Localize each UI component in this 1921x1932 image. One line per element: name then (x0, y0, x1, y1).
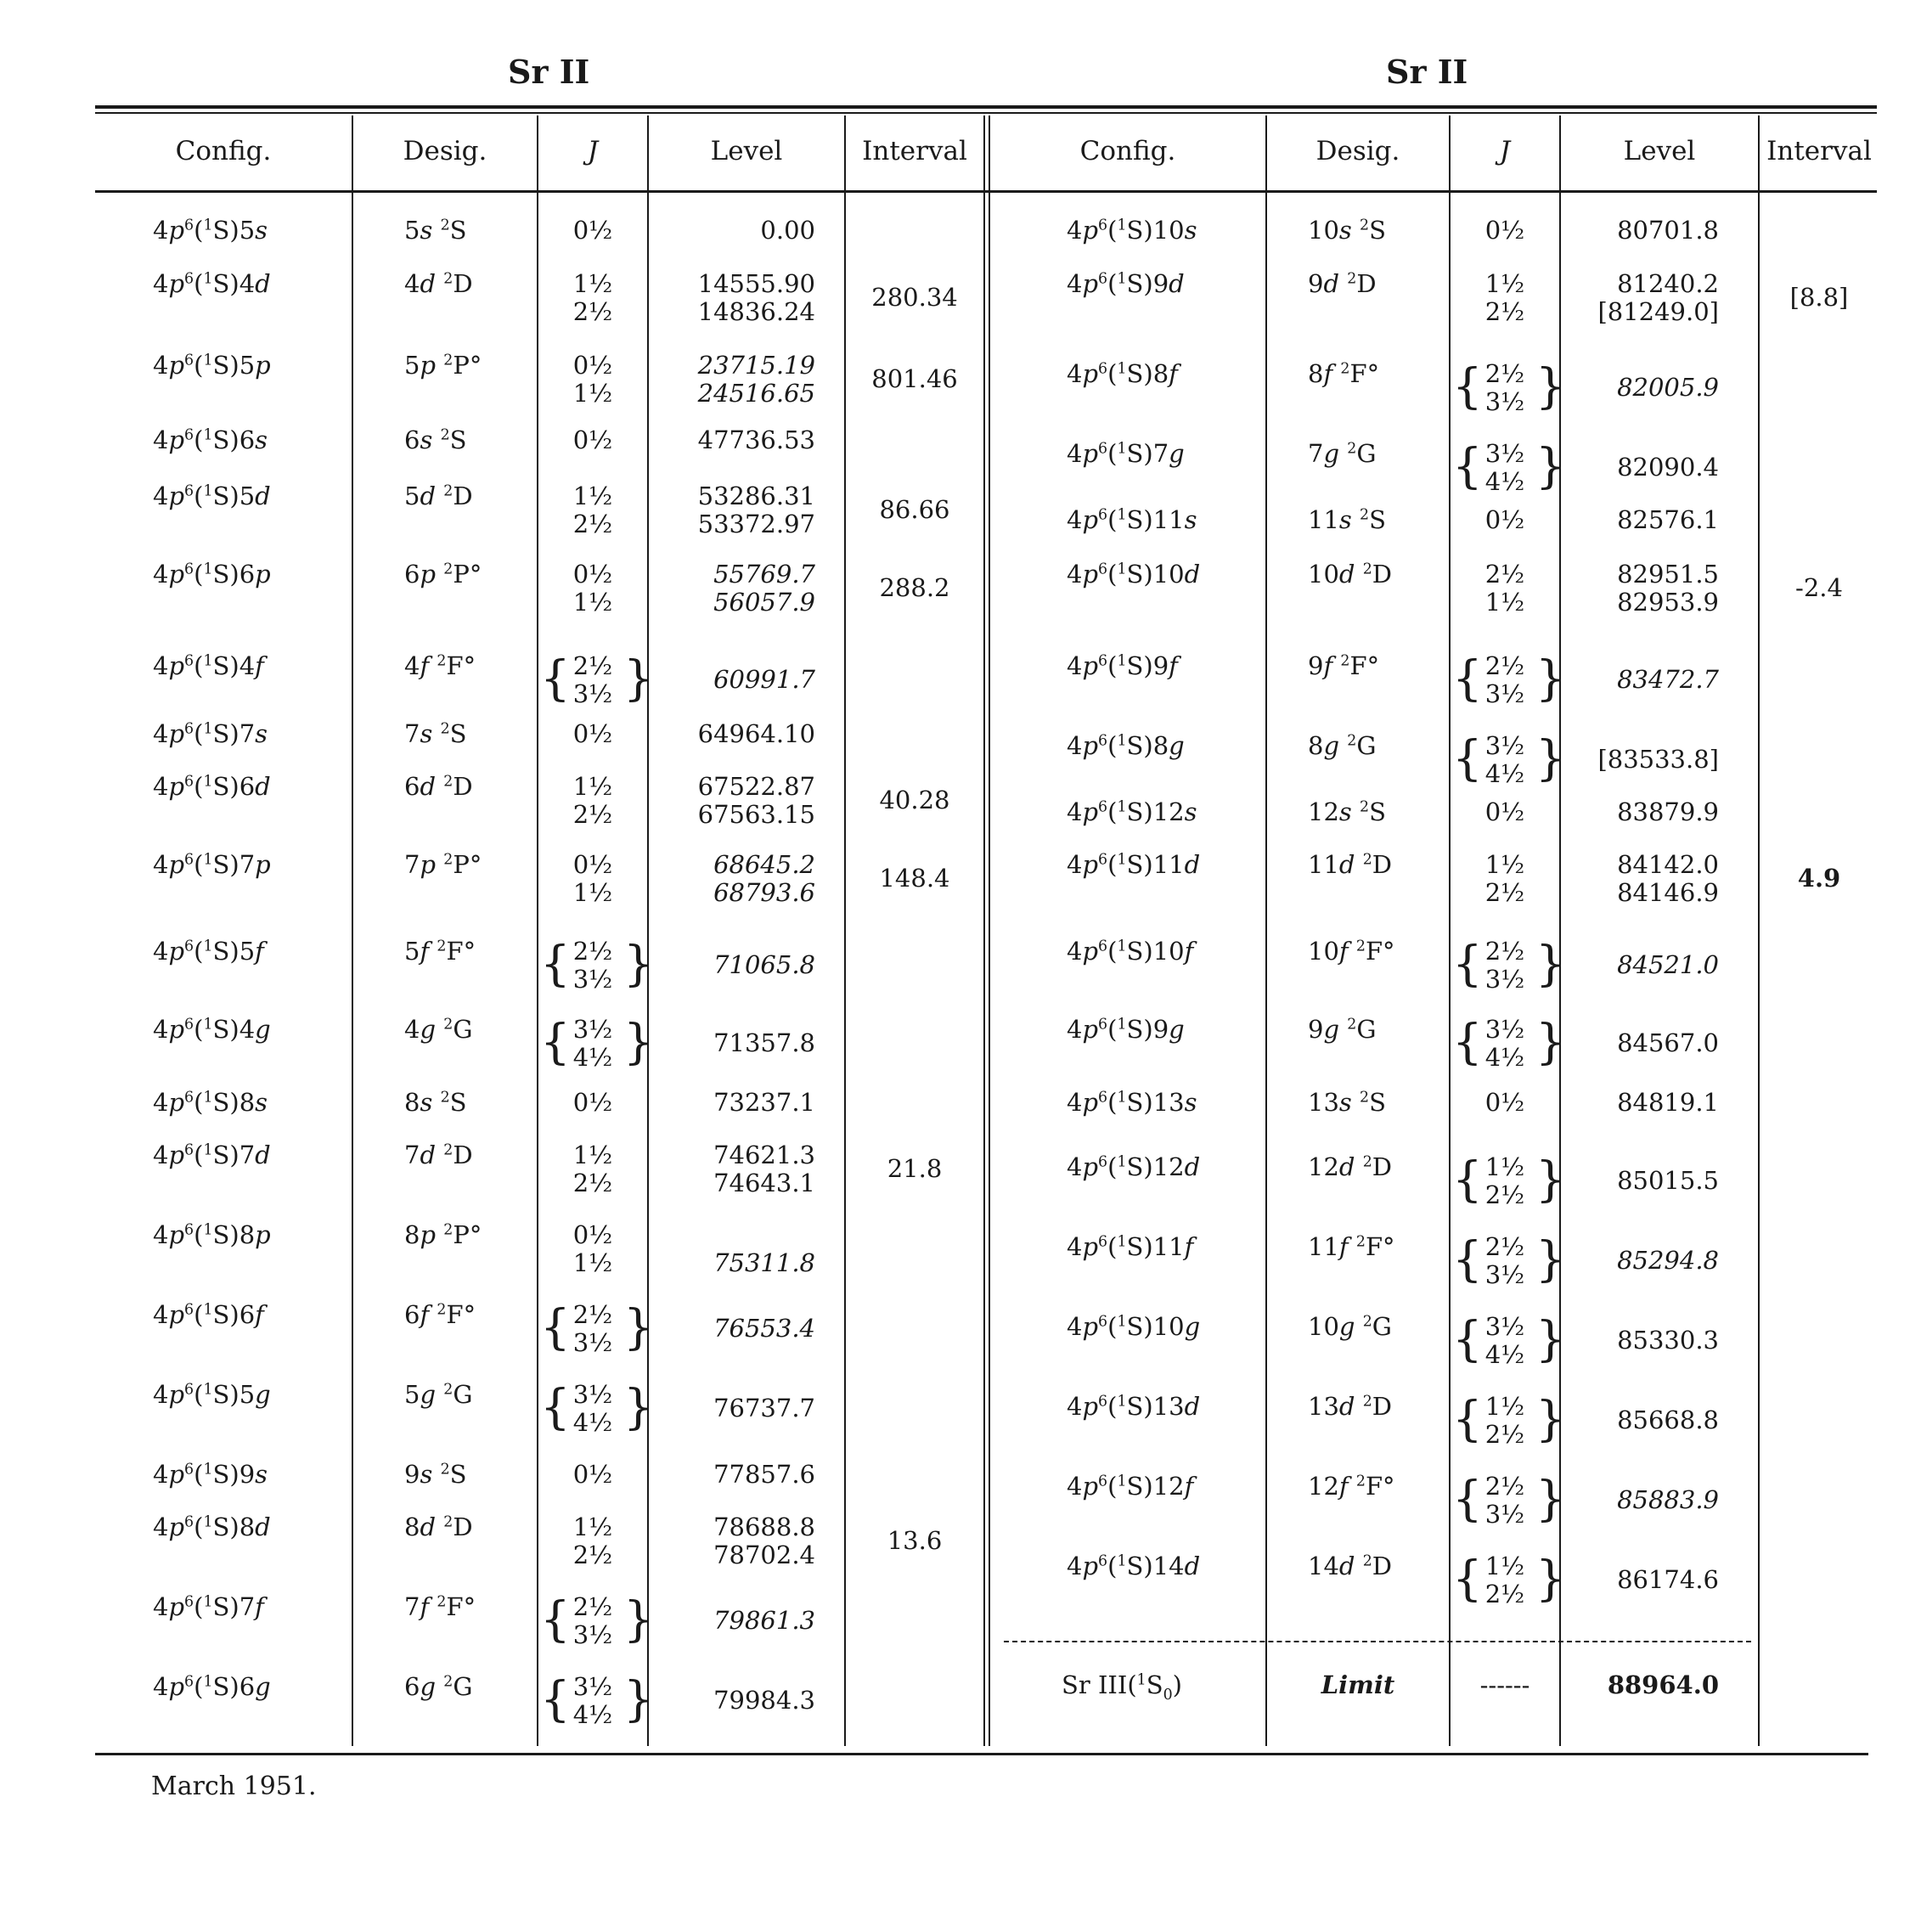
designation-cell: 11d $^2$D (1308, 850, 1393, 879)
interval-cell: 280.34 (871, 283, 958, 312)
designation-cell: 7g $^2$G (1308, 439, 1377, 468)
designation-cell: 10f $^2$F° (1308, 937, 1395, 966)
interval-cell: 40.28 (879, 786, 950, 814)
level-cell: 53286.31 53372.97 (697, 482, 815, 538)
j-cell: 2½ 3½ (572, 937, 613, 994)
level-cell: 76737.7 (713, 1394, 815, 1422)
config-cell: $4p^6(^1S)5d$ (153, 482, 271, 510)
config-cell: $4p^6(^1S)6d$ (153, 772, 271, 801)
page-title-left: Sr II (508, 53, 590, 91)
col-divider (1265, 115, 1267, 1746)
config-cell: $4p^6(^1S)9s$ (153, 1460, 268, 1489)
level-cell: 82090.4 (1617, 453, 1719, 482)
config-cell: $4p^6(^1S)7g$ (1067, 439, 1185, 468)
j-cell: 0½ 1½ (572, 560, 613, 617)
brace-right: } (623, 1592, 654, 1648)
config-cell: $4p^6(^1S)10s$ (1067, 216, 1197, 245)
j-cell: 1½ 2½ (572, 269, 613, 326)
brace-left: { (540, 1672, 571, 1727)
limit-config: Sr $III(^1S_0)$ (1062, 1670, 1182, 1704)
j-cell: 0½ (1484, 1088, 1525, 1117)
config-cell: $4p^6(^1S)9g$ (1067, 1015, 1185, 1044)
designation-cell: 7d $^2$D (404, 1141, 473, 1169)
config-cell: $4p^6(^1S)10f$ (1067, 937, 1194, 966)
header-interval-right: Interval (1766, 136, 1872, 166)
limit-desig: Limit (1321, 1670, 1395, 1699)
config-cell: $4p^6(^1S)7s$ (153, 719, 268, 748)
designation-cell: 14d $^2$D (1308, 1552, 1393, 1580)
level-cell: 85883.9 (1617, 1485, 1719, 1514)
j-cell: 3½ 4½ (1484, 439, 1525, 496)
limit-level: 88964.0 (1607, 1670, 1719, 1699)
page-title-right: Sr II (1386, 53, 1468, 91)
brace-left: { (540, 651, 571, 707)
designation-cell: 4g $^2$G (404, 1015, 473, 1044)
level-cell: 82951.5 82953.9 (1617, 560, 1719, 617)
designation-cell: 6g $^2$G (404, 1672, 473, 1701)
level-cell: 80701.8 (1617, 216, 1719, 245)
level-cell: 60991.7 (713, 665, 815, 694)
brace-left: { (1452, 359, 1483, 414)
j-cell: 0½ 1½ (572, 351, 613, 408)
header-j-left: J (587, 136, 599, 166)
level-cell: 85015.5 (1617, 1166, 1719, 1195)
level-cell: [83533.8] (1597, 745, 1719, 774)
config-cell: $4p^6(^1S)8g$ (1067, 731, 1185, 760)
level-cell: 83472.7 (1617, 665, 1719, 694)
j-cell: 0½ (1484, 797, 1525, 826)
level-cell: 73237.1 (713, 1088, 815, 1117)
designation-cell: 4f $^2$F° (404, 651, 476, 680)
brace-right: } (1535, 1232, 1566, 1287)
config-cell: $4p^6(^1S)8d$ (153, 1512, 271, 1541)
config-cell: $4p^6(^1S)7f$ (153, 1592, 264, 1621)
interval-cell: 86.66 (879, 495, 950, 524)
j-cell: 1½ 2½ (572, 1512, 613, 1569)
j-cell: 0½ (572, 1460, 613, 1489)
brace-right: } (1535, 439, 1566, 494)
interval-cell: 288.2 (879, 573, 950, 602)
config-cell: $4p^6(^1S)6s$ (153, 425, 268, 454)
j-cell: 1½ 2½ (1484, 1392, 1525, 1449)
config-cell: $4p^6(^1S)11s$ (1067, 505, 1197, 534)
header-desig-right: Desig. (1315, 136, 1400, 166)
j-cell: 0½ 1½ (572, 850, 613, 907)
config-cell: $4p^6(^1S)7p$ (153, 850, 271, 879)
config-cell: $4p^6(^1S)5g$ (153, 1380, 271, 1409)
designation-cell: 9f $^2$F° (1308, 651, 1380, 680)
designation-cell: 4d $^2$D (404, 269, 473, 298)
config-cell: $4p^6(^1S)9d$ (1067, 269, 1185, 298)
brace-left: { (540, 1592, 571, 1648)
j-cell: 3½ 4½ (572, 1380, 613, 1437)
brace-left: { (540, 937, 571, 992)
config-cell: $4p^6(^1S)8p$ (153, 1220, 271, 1249)
config-cell: $4p^6(^1S)5s$ (153, 216, 268, 245)
interval-cell: 801.46 (871, 364, 958, 393)
level-cell: 74621.3 74643.1 (713, 1141, 815, 1197)
designation-cell: 8f $^2$F° (1308, 359, 1380, 388)
j-cell: 2½ 1½ (1484, 560, 1525, 617)
designation-cell: 6p $^2$P° (404, 560, 482, 589)
designation-cell: 5s $^2$S (404, 216, 467, 245)
brace-right: } (1535, 651, 1566, 707)
level-cell: 71065.8 (713, 950, 815, 979)
brace-right: } (623, 1300, 654, 1355)
config-cell: $4p^6(^1S)8s$ (153, 1088, 268, 1117)
j-cell: 1½ 2½ (1484, 1552, 1525, 1608)
brace-right: } (1535, 937, 1566, 992)
brace-right: } (1535, 359, 1566, 414)
level-cell: 79984.3 (713, 1686, 815, 1715)
designation-cell: 7s $^2$S (404, 719, 467, 748)
level-cell: 86174.6 (1617, 1565, 1719, 1594)
brace-right: } (1535, 1015, 1566, 1070)
designation-cell: 9s $^2$S (404, 1460, 467, 1489)
level-cell: 71357.8 (713, 1028, 815, 1057)
header-config-left: Config. (175, 136, 272, 166)
config-cell: $4p^6(^1S)6p$ (153, 560, 271, 589)
header-interval-left: Interval (862, 136, 967, 166)
interval-cell: 13.6 (887, 1526, 943, 1555)
designation-cell: 5p $^2$P° (404, 351, 482, 380)
config-cell: $4p^6(^1S)4f$ (153, 651, 264, 680)
level-cell: 84567.0 (1617, 1028, 1719, 1057)
designation-cell: 10g $^2$G (1308, 1312, 1392, 1341)
config-cell: $4p^6(^1S)13d$ (1067, 1392, 1201, 1421)
j-cell: 1½ 2½ (572, 772, 613, 829)
brace-left: { (1452, 1152, 1483, 1208)
level-cell: 85294.8 (1617, 1246, 1719, 1275)
designation-cell: 9d $^2$D (1308, 269, 1377, 298)
config-cell: $4p^6(^1S)7d$ (153, 1141, 271, 1169)
brace-right: } (623, 1672, 654, 1727)
level-cell: 47736.53 (697, 425, 815, 454)
brace-left: { (540, 1300, 571, 1355)
designation-cell: 10d $^2$D (1308, 560, 1393, 589)
config-cell: $4p^6(^1S)11f$ (1067, 1232, 1194, 1261)
level-cell: 0.00 (760, 216, 815, 245)
designation-cell: 13s $^2$S (1308, 1088, 1386, 1117)
designation-cell: 12s $^2$S (1308, 797, 1386, 826)
config-cell: $4p^6(^1S)14d$ (1067, 1552, 1201, 1580)
config-cell: $4p^6(^1S)5p$ (153, 351, 271, 380)
brace-right: } (1535, 731, 1566, 786)
level-cell: 84142.0 84146.9 (1617, 850, 1719, 907)
level-cell: 14555.90 14836.24 (697, 269, 815, 326)
interval-cell: 4.9 (1797, 864, 1841, 893)
brace-right: } (623, 937, 654, 992)
j-cell: 2½ 3½ (1484, 651, 1525, 708)
brace-left: { (1452, 1312, 1483, 1367)
header-desig-left: Desig. (403, 136, 487, 166)
designation-cell: 7f $^2$F° (404, 1592, 476, 1621)
config-cell: $4p^6(^1S)5f$ (153, 937, 264, 966)
interval-cell: -2.4 (1795, 573, 1843, 602)
level-cell: 83879.9 (1617, 797, 1719, 826)
top-rule (95, 105, 1877, 109)
config-cell: $4p^6(^1S)13s$ (1067, 1088, 1197, 1117)
j-cell: 0½ (572, 425, 613, 454)
limit-j: ------ (1479, 1670, 1530, 1699)
config-cell: $4p^6(^1S)6g$ (153, 1672, 271, 1701)
config-cell: $4p^6(^1S)11d$ (1067, 850, 1201, 879)
header-config-right: Config. (1079, 136, 1176, 166)
j-cell: 1½ 2½ (1484, 269, 1525, 326)
brace-left: { (1452, 1552, 1483, 1607)
j-cell: 0½ (572, 216, 613, 245)
brace-left: { (1452, 1392, 1483, 1447)
level-cell: 84819.1 (1617, 1088, 1719, 1117)
brace-left: { (1452, 439, 1483, 494)
config-cell: $4p^6(^1S)4g$ (153, 1015, 271, 1044)
j-cell: 1½ 2½ (1484, 850, 1525, 907)
j-cell: 0½ 1½ (572, 1220, 613, 1277)
config-cell: $4p^6(^1S)12s$ (1067, 797, 1197, 826)
level-cell: 64964.10 (697, 719, 815, 748)
header-level-right: Level (1623, 136, 1696, 166)
j-cell: 3½ 4½ (572, 1672, 613, 1729)
designation-cell: 5d $^2$D (404, 482, 473, 510)
bottom-rule (95, 1753, 1868, 1755)
config-cell: $4p^6(^1S)9f$ (1067, 651, 1178, 680)
brace-left: { (1452, 1232, 1483, 1287)
brace-left: { (1452, 731, 1483, 786)
config-cell: $4p^6(^1S)12d$ (1067, 1152, 1201, 1181)
brace-left: { (1452, 1015, 1483, 1070)
level-cell: 81240.2 [81249.0] (1597, 269, 1719, 326)
level-cell: 75311.8 (713, 1248, 815, 1277)
brace-right: } (623, 1380, 654, 1435)
designation-cell: 11f $^2$F° (1308, 1232, 1395, 1261)
brace-right: } (623, 1015, 654, 1070)
level-cell: 55769.7 56057.9 (713, 560, 815, 617)
config-cell: $4p^6(^1S)10g$ (1067, 1312, 1201, 1341)
j-cell: 2½ 3½ (1484, 1232, 1525, 1289)
j-cell: 1½ 2½ (572, 1141, 613, 1197)
level-cell: 85668.8 (1617, 1405, 1719, 1434)
j-cell: 0½ (1484, 216, 1525, 245)
designation-cell: 8s $^2$S (404, 1088, 467, 1117)
designation-cell: 7p $^2$P° (404, 850, 482, 879)
interval-cell: [8.8] (1789, 283, 1849, 312)
config-cell: $4p^6(^1S)8f$ (1067, 359, 1178, 388)
designation-cell: 12d $^2$D (1308, 1152, 1393, 1181)
level-cell: 82576.1 (1617, 505, 1719, 534)
j-cell: 2½ 3½ (572, 1300, 613, 1357)
col-divider (352, 115, 353, 1746)
level-cell: 78688.8 78702.4 (713, 1512, 815, 1569)
j-cell: 0½ (1484, 505, 1525, 534)
brace-right: } (1535, 1312, 1566, 1367)
level-cell: 68645.2 68793.6 (713, 850, 815, 907)
j-cell: 3½ 4½ (1484, 731, 1525, 788)
level-cell: 85330.3 (1617, 1326, 1719, 1355)
j-cell: 0½ (572, 1088, 613, 1117)
col-divider (1758, 115, 1760, 1746)
j-cell: 2½ 3½ (1484, 937, 1525, 994)
col-divider (844, 115, 846, 1746)
level-cell: 79861.3 (713, 1606, 815, 1635)
designation-cell: 5f $^2$F° (404, 937, 476, 966)
designation-cell: 6s $^2$S (404, 425, 467, 454)
brace-left: { (1452, 937, 1483, 992)
j-cell: 1½ 2½ (572, 482, 613, 538)
j-cell: 3½ 4½ (1484, 1312, 1525, 1369)
j-cell: 3½ 4½ (572, 1015, 613, 1072)
brace-left: { (540, 1015, 571, 1070)
level-cell: 84521.0 (1617, 950, 1719, 979)
j-cell: 1½ 2½ (1484, 1152, 1525, 1209)
config-cell: $4p^6(^1S)12f$ (1067, 1472, 1194, 1501)
header-rule (95, 190, 1877, 193)
interval-cell: 148.4 (879, 864, 950, 893)
brace-right: } (1535, 1152, 1566, 1208)
config-cell: $4p^6(^1S)4d$ (153, 269, 271, 298)
j-cell: 2½ 3½ (1484, 359, 1525, 416)
level-cell: 77857.6 (713, 1460, 815, 1489)
brace-right: } (1535, 1552, 1566, 1607)
brace-left: { (540, 1380, 571, 1435)
level-cell: 67522.87 67563.15 (697, 772, 815, 829)
designation-cell: 11s $^2$S (1308, 505, 1386, 534)
center-divider (983, 115, 985, 1746)
brace-left: { (1452, 651, 1483, 707)
j-cell: 2½ 3½ (572, 1592, 613, 1649)
j-cell: 2½ 3½ (572, 651, 613, 708)
designation-cell: 12f $^2$F° (1308, 1472, 1395, 1501)
j-cell: 0½ (572, 719, 613, 748)
center-divider (989, 115, 990, 1746)
designation-cell: 8p $^2$P° (404, 1220, 482, 1249)
designation-cell: 10s $^2$S (1308, 216, 1386, 245)
config-cell: $4p^6(^1S)10d$ (1067, 560, 1201, 589)
limit-separator (1004, 1641, 1751, 1642)
footer-date: March 1951. (151, 1771, 317, 1801)
level-cell: 76553.4 (713, 1314, 815, 1343)
j-cell: 3½ 4½ (1484, 1015, 1525, 1072)
config-cell: $4p^6(^1S)6f$ (153, 1300, 264, 1329)
header-j-right: J (1499, 136, 1511, 166)
brace-left: { (1452, 1472, 1483, 1527)
designation-cell: 13d $^2$D (1308, 1392, 1393, 1421)
interval-cell: 21.8 (887, 1154, 943, 1183)
level-cell: 23715.19 24516.65 (697, 351, 815, 408)
top-rule-inner (95, 112, 1877, 114)
brace-right: } (1535, 1472, 1566, 1527)
designation-cell: 8d $^2$D (404, 1512, 473, 1541)
designation-cell: 8g $^2$G (1308, 731, 1377, 760)
brace-right: } (1535, 1392, 1566, 1447)
designation-cell: 9g $^2$G (1308, 1015, 1377, 1044)
header-level-left: Level (710, 136, 783, 166)
brace-right: } (623, 651, 654, 707)
designation-cell: 6f $^2$F° (404, 1300, 476, 1329)
designation-cell: 6d $^2$D (404, 772, 473, 801)
j-cell: 2½ 3½ (1484, 1472, 1525, 1529)
level-cell: 82005.9 (1617, 373, 1719, 402)
designation-cell: 5g $^2$G (404, 1380, 473, 1409)
